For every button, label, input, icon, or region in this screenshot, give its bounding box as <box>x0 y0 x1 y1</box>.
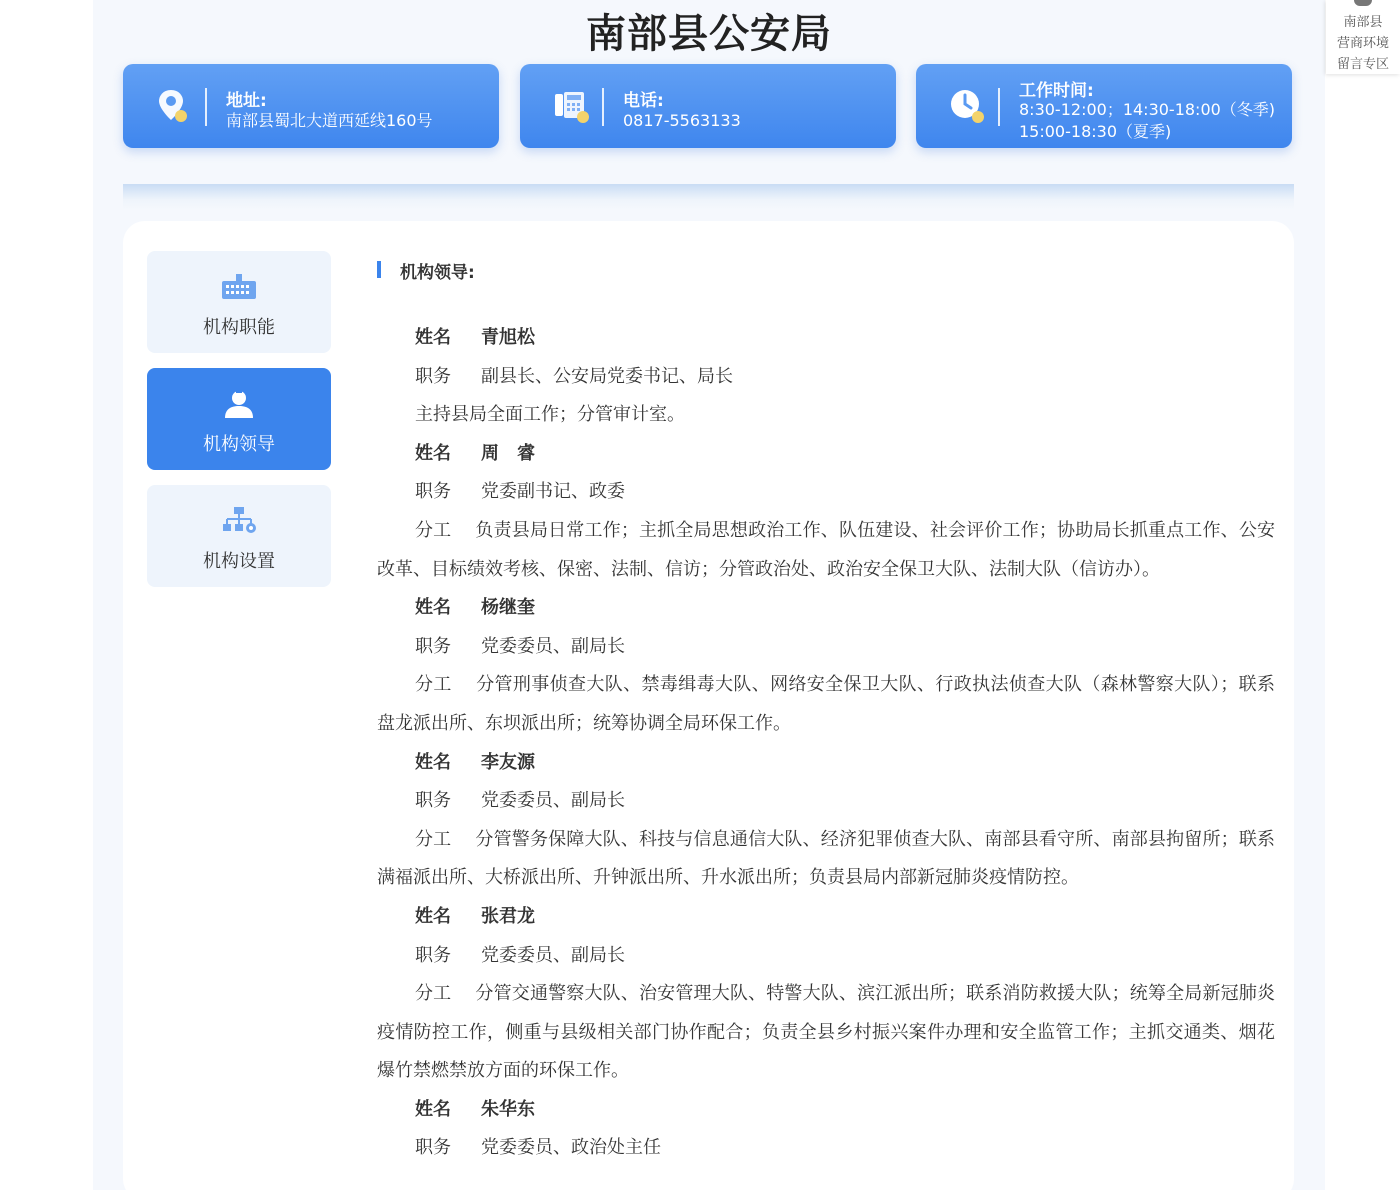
leader-name-line <box>377 1091 1275 1130</box>
hours-label: 工作时间: <box>1019 81 1094 101</box>
leader-name: 张君龙 <box>481 905 535 927</box>
leader-duty: 分工 分管警务保障大队、科技与信息通信大队、经济犯罪侦查大队、南部县看守所、南部县拘留所；联系满福派出所、大桥派出所、升钟派出所、升水派出所；负责县局内部新冠肺炎疫情防控。 <box>377 828 1275 889</box>
role-key: 职务 <box>415 790 451 812</box>
org-chart-icon <box>219 505 259 537</box>
feedback-line: 营商环境 <box>1336 36 1389 51</box>
leader-role: 党委副书记、政委 <box>481 481 625 503</box>
phone-value: 0817-5563133 <box>623 111 741 130</box>
address-card <box>123 64 499 148</box>
leader-role: 党委委员、副局长 <box>481 635 625 657</box>
leader-name-line <box>377 435 1275 474</box>
feedback-line: 南部县 <box>1343 15 1383 30</box>
role-key: 职务 <box>415 944 451 966</box>
leader-name-line <box>377 898 1275 937</box>
sidebar-item-functions[interactable] <box>147 251 331 353</box>
business-feedback-widget[interactable] <box>1326 0 1400 74</box>
sidebar-item-structure[interactable] <box>147 485 331 587</box>
leader-role-line <box>377 628 1275 667</box>
feedback-line: 留言专区 <box>1336 57 1389 72</box>
address-label: 地址: <box>226 91 267 111</box>
leader-role-line <box>377 937 1275 976</box>
leader-duty: 分工 负责县局日常工作；主抓全局思想政治工作、队伍建设、社会评价工作；协助局长抓重点工作、公安改革、目标绩效考核、保密、法制、信访；分管政治处、政治安全保卫大队、法制大队（信访办）。 <box>377 519 1275 580</box>
keyboard-icon <box>219 271 259 303</box>
clock-icon <box>948 86 988 126</box>
leader-role-line <box>377 1129 1275 1168</box>
telephone-icon <box>552 86 592 126</box>
leader-role: 副县长、公安局党委书记、局长 <box>481 365 733 387</box>
leader-name-line <box>377 589 1275 628</box>
leader-duty: 主持县局全面工作；分管审计室。 <box>415 404 685 426</box>
leader-role: 党委委员、副局长 <box>481 944 625 966</box>
heading-accent-bar <box>377 261 381 278</box>
leader-name: 青旭松 <box>481 327 535 348</box>
role-key: 职务 <box>415 481 451 503</box>
name-key: 姓名 <box>415 597 451 619</box>
feedback-widget-text <box>1326 12 1400 75</box>
name-key: 姓名 <box>415 327 451 348</box>
hours-card <box>916 64 1292 148</box>
name-key: 姓名 <box>415 751 451 773</box>
leader-role: 党委委员、副局长 <box>481 790 625 812</box>
address-value: 南部县蜀北大道西延线160号 <box>226 111 433 130</box>
leader-role-line <box>377 782 1275 821</box>
leader-name: 朱华东 <box>481 1098 535 1120</box>
card-separator <box>602 88 604 126</box>
leader-name: 杨继奎 <box>481 597 535 619</box>
page-title: 南部县公安局 <box>586 11 832 57</box>
leader-name: 李友源 <box>481 751 535 773</box>
leader-role-line <box>377 473 1275 512</box>
leader-name-line <box>377 744 1275 783</box>
person-icon <box>219 388 259 420</box>
hours-summer: 15:00-18:30（夏季) <box>1019 122 1172 141</box>
leader-role-line <box>377 358 1275 397</box>
hours-value <box>1019 99 1275 143</box>
role-key: 职务 <box>415 1137 451 1159</box>
card-separator <box>205 88 207 126</box>
message-icon <box>1354 0 1372 6</box>
sidebar-item-label: 机构职能 <box>203 317 275 338</box>
leaders-article <box>377 319 1275 1168</box>
sidebar-item-leaders[interactable] <box>147 368 331 470</box>
leader-duty: 分工 分管刑事侦查大队、禁毒缉毒大队、网络安全保卫大队、行政执法侦查大队（森林警察大队）；联系盘龙派出所、东坝派出所；统筹协调全局环保工作。 <box>377 674 1275 734</box>
card-separator <box>998 88 1000 126</box>
hours-winter: 8:30-12:00；14:30-18:00（冬季) <box>1019 100 1276 119</box>
name-key: 姓名 <box>415 1098 451 1120</box>
name-key: 姓名 <box>415 442 451 464</box>
section-heading-text: 机构领导: <box>400 263 475 283</box>
name-key: 姓名 <box>415 905 451 927</box>
leader-duty: 分工 分管交通警察大队、治安管理大队、特警大队、滨江派出所；联系消防救援大队；统筹全局新冠肺炎疫情防控工作，侧重与县级相关部门协作配合；负责全县乡村振兴案件办理和安全监管工作；主抓交通类、烟花爆竹禁燃禁放方面的环保工作。 <box>377 983 1275 1082</box>
sidebar-item-label: 机构设置 <box>203 551 275 572</box>
phone-card <box>520 64 896 148</box>
role-key: 职务 <box>415 365 451 387</box>
sidebar-item-label: 机构领导 <box>203 434 275 455</box>
leader-name: 周 睿 <box>481 442 535 464</box>
phone-label: 电话: <box>623 91 664 111</box>
location-pin-icon <box>155 86 195 126</box>
leader-role: 党委委员、政治处主任 <box>481 1137 661 1159</box>
section-divider <box>123 184 1294 210</box>
leader-name-line <box>377 319 1275 358</box>
role-key: 职务 <box>415 635 451 657</box>
